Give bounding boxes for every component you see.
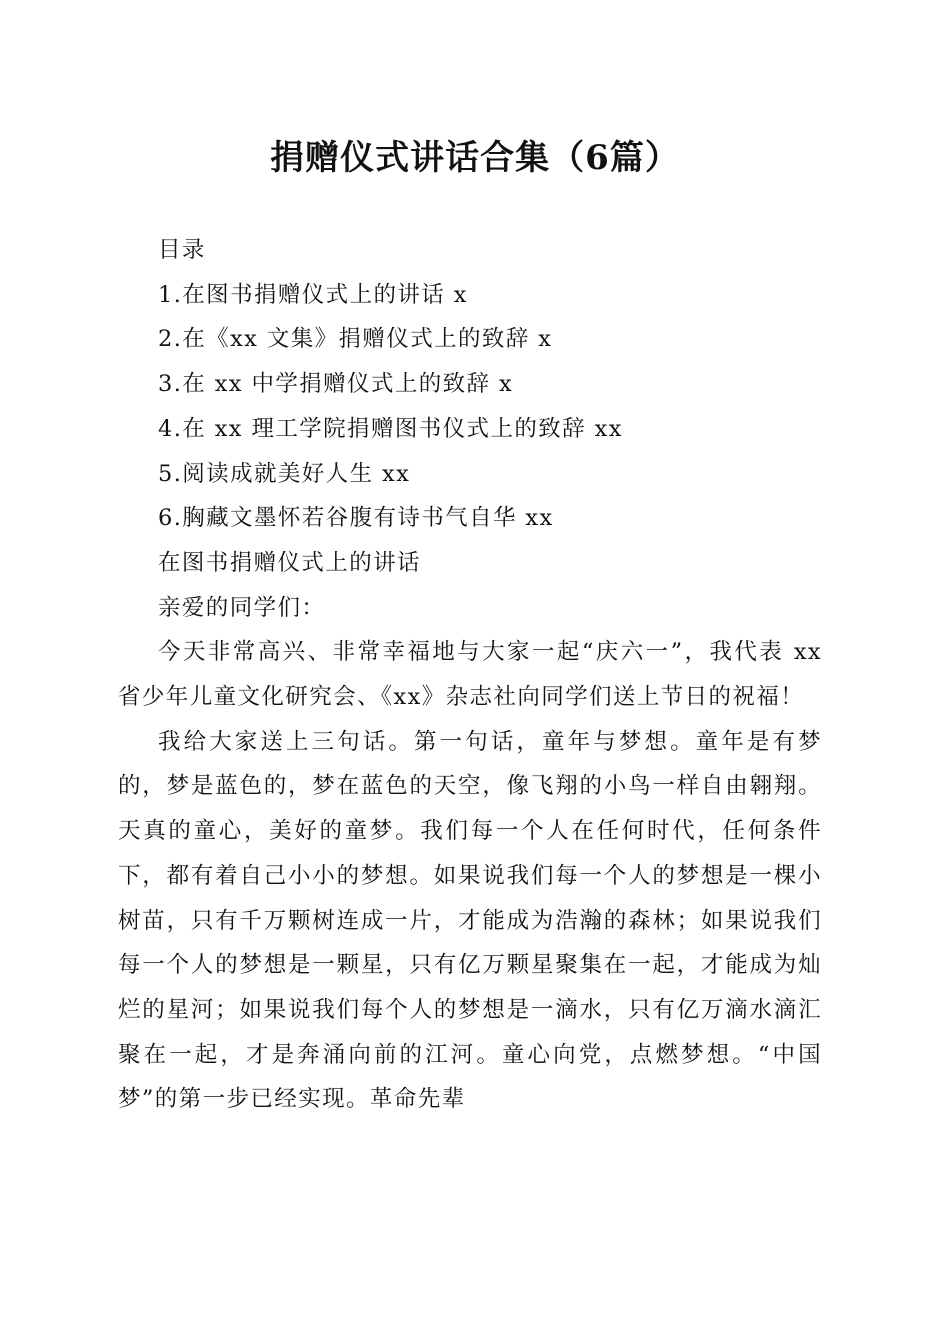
toc-item: 1.在图书捐赠仪式上的讲话 x [158, 281, 468, 308]
speech-salutation: 亲爱的同学们： [158, 594, 326, 621]
toc-item: 6.胸藏文墨怀若谷腹有诗书气自华 xx [158, 505, 554, 532]
document-title: 捐赠仪式讲话合集（6篇） [270, 138, 680, 178]
speech-paragraph: 我给大家送上三句话。第一句话，童年与梦想。童年是有梦的，梦是蓝色的，梦在蓝色的天空，像飞翔的小鸟一样自由翱翔。天真的童心，美好的童梦。我们每一个人在任何时代，任何条件下，都有着自己小小的梦想。如果说我们每一个人的梦想是一棵小树苗，只有千万颗树连成一片，才能成为浩瀚的森林；如果说我们每一个人的梦想是一颗星，只有亿万颗星聚集在一起，才能成为灿烂的星河；如果说我们每个人的梦想是一滴水，只有亿万滴水滴汇聚在一起，才是奔涌向前的江河。童心向党，点燃梦想。“中国梦”的第一步已经实现。革命先辈 [118, 728, 822, 1113]
toc-item: 5.阅读成就美好人生 xx [158, 460, 411, 487]
toc-item: 2.在《xx 文集》捐赠仪式上的致辞 x [158, 326, 553, 353]
toc-heading: 目录 [158, 237, 206, 263]
toc-item: 3.在 xx 中学捐赠仪式上的致辞 x [158, 371, 514, 398]
toc-item: 4.在 xx 理工学院捐赠图书仪式上的致辞 xx [158, 415, 623, 442]
document-body [118, 228, 822, 1122]
speech-title: 在图书捐赠仪式上的讲话 [158, 549, 421, 576]
speech-paragraph: 今天非常高兴、非常幸福地与大家一起“庆六一”，我代表 xx 省少年儿童文化研究会、《xx》杂志社向同学们送上节日的祝福！ [118, 639, 822, 711]
